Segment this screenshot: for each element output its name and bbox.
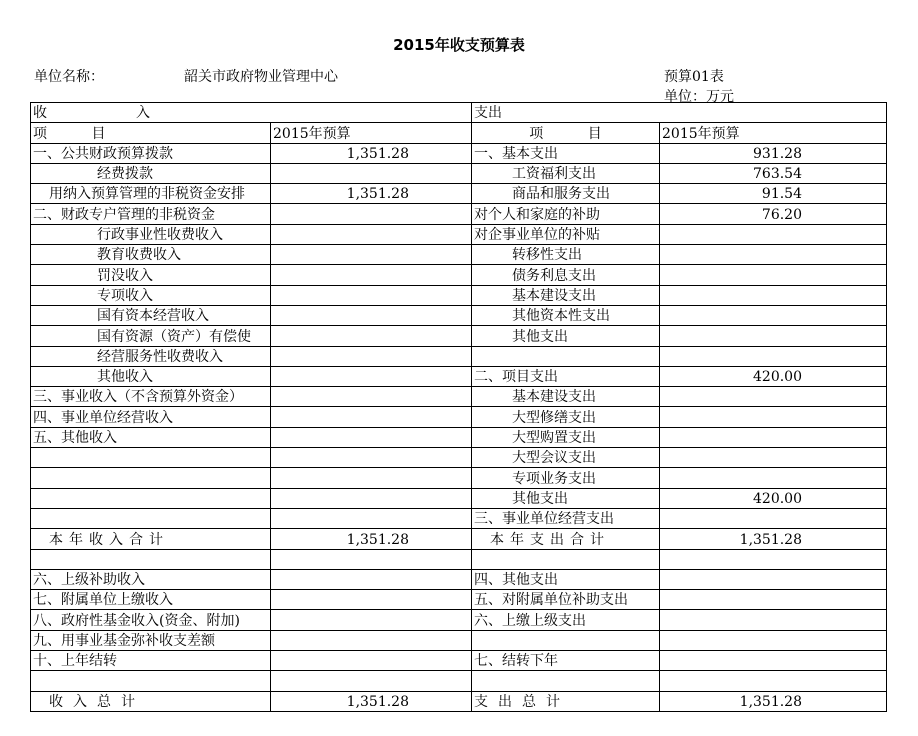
income-item	[31, 549, 271, 569]
expense-value	[660, 651, 887, 671]
expense-item: 三、事业单位经营支出	[472, 508, 660, 528]
expense-value	[660, 285, 887, 305]
expense-item: 大型修缮支出	[472, 407, 660, 427]
expense-value: 763.54	[660, 163, 887, 183]
income-value	[271, 204, 472, 224]
expense-value: 1,351.28	[660, 691, 887, 711]
income-item: 本年收入合计	[31, 529, 271, 549]
expense-value	[660, 387, 887, 407]
expense-item: 二、项目支出	[472, 366, 660, 386]
table-row	[31, 468, 887, 488]
expense-value	[660, 549, 887, 569]
expense-item: 一、基本支出	[472, 143, 660, 163]
table-row	[31, 245, 887, 265]
table-row	[31, 610, 887, 630]
table-row	[31, 691, 887, 711]
income-item	[31, 468, 271, 488]
expense-item: 本年支出合计	[472, 529, 660, 549]
table-row	[31, 529, 887, 549]
expense-header: 支出	[472, 103, 887, 123]
income-value	[271, 549, 472, 569]
income-item: 教育收费收入	[31, 245, 271, 265]
income-value	[271, 630, 472, 650]
expense-item: 其他支出	[472, 488, 660, 508]
income-item: 用纳入预算管理的非税资金安排	[31, 184, 271, 204]
income-item: 经营服务性收费收入	[31, 346, 271, 366]
income-value	[271, 488, 472, 508]
expense-item: 其他支出	[472, 326, 660, 346]
expense-value: 420.00	[660, 488, 887, 508]
income-value	[271, 448, 472, 468]
income-value	[271, 407, 472, 427]
income-value	[271, 569, 472, 589]
expense-item	[472, 630, 660, 650]
expense-value	[660, 326, 887, 346]
table-row	[31, 285, 887, 305]
table-row	[31, 387, 887, 407]
expense-value: 76.20	[660, 204, 887, 224]
table-row	[31, 265, 887, 285]
expense-value	[660, 265, 887, 285]
expense-value	[660, 407, 887, 427]
income-item: 五、其他收入	[31, 427, 271, 447]
income-value	[271, 387, 472, 407]
table-row	[31, 143, 887, 163]
table-row	[31, 448, 887, 468]
expense-budget-header: 2015年预算	[660, 123, 887, 143]
expense-value	[660, 468, 887, 488]
income-item	[31, 448, 271, 468]
income-item: 十、上年结转	[31, 651, 271, 671]
expense-value	[660, 630, 887, 650]
income-item: 经费拨款	[31, 163, 271, 183]
income-item: 三、事业收入（不含预算外资金）	[31, 387, 271, 407]
expense-item: 七、结转下年	[472, 651, 660, 671]
income-value	[271, 610, 472, 630]
expense-item: 大型购置支出	[472, 427, 660, 447]
expense-item: 债务利息支出	[472, 265, 660, 285]
income-value: 1,351.28	[271, 143, 472, 163]
expense-item: 对企事业单位的补贴	[472, 224, 660, 244]
income-item: 其他收入	[31, 366, 271, 386]
expense-value	[660, 590, 887, 610]
expense-item: 商品和服务支出	[472, 184, 660, 204]
income-item: 九、用事业基金弥补收支差额	[31, 630, 271, 650]
expense-value: 1,351.28	[660, 529, 887, 549]
budget-table	[30, 102, 887, 712]
table-row	[31, 163, 887, 183]
table-row	[31, 569, 887, 589]
expense-value	[660, 671, 887, 691]
table-row	[31, 224, 887, 244]
income-value	[271, 305, 472, 325]
income-value	[271, 163, 472, 183]
income-value	[271, 265, 472, 285]
expense-value	[660, 305, 887, 325]
income-item: 一、公共财政预算拨款	[31, 143, 271, 163]
table-row	[31, 508, 887, 528]
expense-item	[472, 346, 660, 366]
income-header: 收 入	[31, 103, 472, 123]
expense-item: 支出总计	[472, 691, 660, 711]
income-item: 专项收入	[31, 285, 271, 305]
table-row	[31, 630, 887, 650]
income-item: 收入总计	[31, 691, 271, 711]
expense-item	[472, 549, 660, 569]
expense-value: 91.54	[660, 184, 887, 204]
income-item	[31, 508, 271, 528]
expense-value: 420.00	[660, 366, 887, 386]
expense-item: 工资福利支出	[472, 163, 660, 183]
expense-item: 四、其他支出	[472, 569, 660, 589]
income-value: 1,351.28	[271, 529, 472, 549]
income-value: 1,351.28	[271, 691, 472, 711]
table-row	[31, 590, 887, 610]
income-value	[271, 651, 472, 671]
income-value	[271, 508, 472, 528]
expense-item: 对个人和家庭的补助	[472, 204, 660, 224]
income-value	[271, 224, 472, 244]
income-item: 二、财政专户管理的非税资金	[31, 204, 271, 224]
table-row	[31, 549, 887, 569]
income-item	[31, 671, 271, 691]
table-row	[31, 305, 887, 325]
expense-value: 931.28	[660, 143, 887, 163]
income-item: 罚没收入	[31, 265, 271, 285]
income-item	[31, 488, 271, 508]
expense-value	[660, 610, 887, 630]
page-title: 2015年收支预算表	[393, 36, 525, 54]
income-item: 四、事业单位经营收入	[31, 407, 271, 427]
table-row	[31, 671, 887, 691]
income-value	[271, 285, 472, 305]
table-row	[31, 184, 887, 204]
table-row	[31, 204, 887, 224]
expense-item: 五、对附属单位补助支出	[472, 590, 660, 610]
expense-item: 其他资本性支出	[472, 305, 660, 325]
expense-item: 专项业务支出	[472, 468, 660, 488]
expense-value	[660, 448, 887, 468]
expense-value	[660, 245, 887, 265]
income-item-header: 项 目	[31, 123, 271, 143]
income-budget-header: 2015年预算	[271, 123, 472, 143]
expense-value	[660, 224, 887, 244]
expense-item	[472, 671, 660, 691]
income-item: 国有资源（资产）有偿使	[31, 326, 271, 346]
income-value	[271, 671, 472, 691]
unit-name: 韶关市政府物业管理中心	[184, 69, 338, 85]
income-value	[271, 346, 472, 366]
table-row	[31, 366, 887, 386]
income-value	[271, 366, 472, 386]
income-item: 八、政府性基金收入(资金、附加)	[31, 610, 271, 630]
income-value	[271, 468, 472, 488]
expense-item: 转移性支出	[472, 245, 660, 265]
table-row	[31, 651, 887, 671]
expense-item: 六、上缴上级支出	[472, 610, 660, 630]
income-value: 1,351.28	[271, 184, 472, 204]
form-code: 预算01表	[664, 69, 724, 85]
income-item: 行政事业性收费收入	[31, 224, 271, 244]
expense-value	[660, 569, 887, 589]
income-item: 国有资本经营收入	[31, 305, 271, 325]
expense-item-header: 项 目	[472, 123, 660, 143]
table-row	[31, 407, 887, 427]
expense-value	[660, 346, 887, 366]
table-row	[31, 346, 887, 366]
income-item: 六、上级补助收入	[31, 569, 271, 589]
income-value	[271, 326, 472, 346]
expense-item: 基本建设支出	[472, 387, 660, 407]
expense-value	[660, 427, 887, 447]
table-row	[31, 427, 887, 447]
unit-name-label: 单位名称：	[34, 69, 104, 85]
table-row	[31, 326, 887, 346]
expense-item: 基本建设支出	[472, 285, 660, 305]
table-row	[31, 488, 887, 508]
header-row-1	[31, 103, 887, 123]
income-value	[271, 590, 472, 610]
income-value	[271, 427, 472, 447]
expense-value	[660, 508, 887, 528]
income-value	[271, 245, 472, 265]
expense-item: 大型会议支出	[472, 448, 660, 468]
income-item: 七、附属单位上缴收入	[31, 590, 271, 610]
unit-label: 单位：万元	[664, 89, 734, 105]
header-row-2	[31, 123, 887, 143]
